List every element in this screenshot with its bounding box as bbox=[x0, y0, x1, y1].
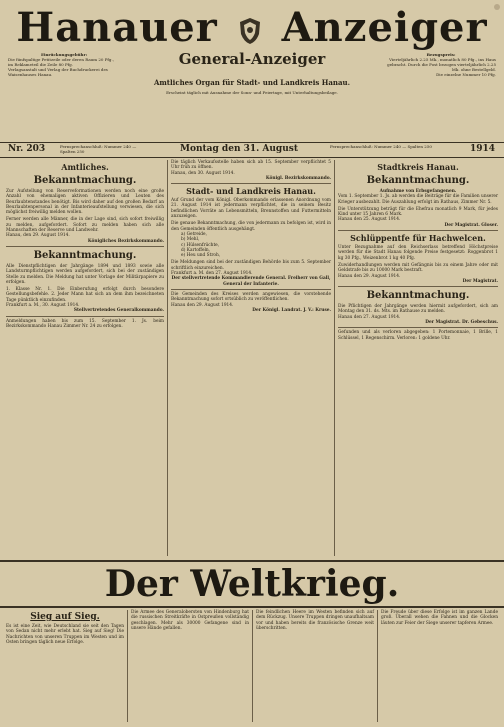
city-sign-1: Der Magistrat. Gloser. bbox=[444, 222, 498, 228]
subtitle: General-Anzeiger bbox=[178, 50, 326, 68]
city-text-1: Vom 1. September 1. Js. ab werden die Beiträge für die Familien unserer Krieger ausbezahlt. Die Auszahlung erfolgt im Rathaus, Zimmer Nr. 5. bbox=[338, 194, 498, 205]
title-right: Anzeiger bbox=[281, 4, 488, 51]
left-box-text: Die fünfspaltige Petitzeile oder deren Raum 20 Pfg., im Reklameteil die Zeile 80 Pfg. bbox=[8, 57, 114, 67]
column-rule bbox=[167, 160, 168, 556]
section-head-district: Stadt- und Landkreis Hanau. bbox=[186, 186, 316, 197]
right-box-title: Bezugspreis: bbox=[426, 52, 456, 57]
city-sign-2: Der Magistrat. bbox=[462, 278, 498, 284]
divider bbox=[6, 246, 164, 247]
right-box-text2: Die einzelne Nummer 10 Pfg. bbox=[436, 72, 496, 77]
article-text-2: Die Armee des Generalobersten von Hindenburg hat die russischen Streitkräfte in Ostpreußen vollständig geschlagen. Mehr als 30000 Gefangene sind in unsere Hände gefallen. bbox=[131, 610, 249, 631]
announcement-place-1: Hanau, den 29. August 1914. bbox=[6, 233, 70, 239]
column-rule bbox=[377, 610, 378, 722]
divider bbox=[171, 183, 331, 184]
section-head-city: Stadtkreis Hanau. bbox=[377, 162, 459, 172]
announcement-title-1: Bekanntmachung. bbox=[33, 175, 137, 186]
announcement-sign-1: Königliches Bezirkskommando. bbox=[87, 238, 164, 244]
intro-text: Die täglich Verkaufsstelle haben sich ab 15. September verpflichtet 5 Uhr früh zu öffnen. bbox=[171, 160, 331, 171]
coat-of-arms-icon bbox=[237, 16, 263, 46]
city-place-2: Hanau den 29. August 1914. bbox=[338, 273, 401, 279]
announcement-text-2: Ferner werden alle Männer, die in der Lage sind, sich sofort freiwillig zu melden, aufgefordert. Sofort zu melden haben sich alle Mannschaften der Reserve und Landwehr. bbox=[6, 217, 164, 234]
column-rule bbox=[334, 160, 335, 556]
title-left: Hanauer bbox=[16, 4, 218, 51]
official-organ: Amtliches Organ für Stadt- und Landkreis Hanau. bbox=[153, 78, 351, 87]
article-headline: Sieg auf Sieg. bbox=[30, 612, 100, 622]
district-list-item: b) Mehl, bbox=[181, 237, 200, 243]
lost-and-found: Gefunden und als verloren abgegeben: 1 Portemonnaie, 1 Brille, 1 Schlüssel, 1 Regenschirm. Verloren: 1 goldene Uhr. bbox=[338, 330, 498, 341]
column-rule bbox=[252, 610, 253, 722]
district-text-2: Die genaue Bekanntmachung, die von jedermann zu befolgen ist, wird in den Gemeinden öffentlich ausgehängt. bbox=[171, 221, 331, 232]
city-head-2: Schlüppentfe für Hachwelcen. bbox=[350, 233, 486, 244]
left-info-box bbox=[8, 52, 120, 77]
right-info-box bbox=[386, 52, 496, 77]
war-headline: Der Weltkrieg. bbox=[0, 560, 504, 608]
city-text-2: Die Unterstützung beträgt für die Ehefrau monatlich 9 Mark, für jedes Kind unter 15 Jahren 6 Mark. bbox=[338, 206, 498, 218]
article-text-4: Die Freude über diese Erfolge ist im ganzen Lande groß. Überall wehen die Fahnen und die Glocken läuten zur Feier der Siege unserer tapferen Armee. bbox=[381, 610, 498, 626]
right-box-text: Vierteljährlich 2.25 Mk., monatlich 80 Pfg., ins Haus gebracht. Durch die Post bezogen vierteljährlich 2.25 Mk. ohne Bestellgeld. bbox=[387, 57, 496, 72]
column-district bbox=[171, 160, 331, 313]
masthead bbox=[0, 0, 504, 80]
announcement-place-2: Frankfurt a. M., 30. August 1914. bbox=[6, 303, 80, 309]
intro-place: Hanau, den 30. August 1914. bbox=[171, 170, 235, 176]
announcement-text-1: Zur Aufstellung von Reserveformationen werden noch eine große Anzahl von ehemaligen aktiven Offizieren und Leuten des Beurlaubtenstandes benötigt. Bis wird daher auf den großen Bedarf an Beurlaubtenpersonal in der Infanterieaufstellung verwiesen, die sich möglichst freiwillig melden wollen. bbox=[6, 189, 164, 216]
article-column-3 bbox=[256, 610, 374, 631]
district-list-item: c) Hülsenfrüchte, bbox=[181, 242, 220, 248]
dateline bbox=[0, 142, 504, 158]
article-column-4 bbox=[381, 610, 498, 626]
section-head-official: Amtliches. bbox=[61, 162, 109, 172]
city-text-4: Zuwiderhandlungen werden mit Gefängnis bis zu einem Jahre oder mit Geldstrafe bis zu 10000 Mark bestraft. bbox=[338, 262, 498, 274]
city-text-5: Die Pflichtigen der Jahrgänge werden hiermit aufgefordert, sich am Montag den 31. ds. Mts. im Rathause zu melden. bbox=[338, 304, 498, 315]
article-column-1 bbox=[6, 610, 124, 645]
intro-sign: Königl. Bezirkskommando. bbox=[265, 175, 331, 181]
announcement-sign-2: Stellvertretendes Generalkommando. bbox=[73, 308, 164, 314]
divider bbox=[171, 289, 331, 290]
article-text-3: Die feindlichen Heere im Westen befinden sich auf dem Rückzug. Unsere Truppen dringen unaufhaltsam vor und haben bereits die französische Grenze weit überschritten. bbox=[256, 610, 374, 631]
divider bbox=[338, 286, 498, 287]
announcement-text-3: Alle Dienstpflichtigen der Jahrgänge 1894 und 1893 sowie alle Landsturmpflichtigen werden aufgefordert, sich bei der zuständigen Stelle zu melden. Die Meldung hat unter Vorlage der Militärpapiere zu erfolgen. bbox=[6, 263, 164, 285]
column-rule bbox=[127, 610, 128, 722]
district-sign-2: Der Königl. Landrat. J. V.: Kruse. bbox=[252, 307, 331, 313]
divider bbox=[338, 230, 498, 231]
city-text-3: Unter Bezugnahme auf den Reichserlass betreffend Höchstpreise werden für die Stadt Hanau folgende Preise festgesetzt: Roggenbrot 1 kg 30 Pfg., Weizenbrot 1 kg 40 Pfg. bbox=[338, 245, 498, 261]
article-text-1: Es ist eine Zeit, wie Deutschland sie seit den Tagen von Sedan nicht mehr erlebt hat. Sieg auf Sieg! Die Nachrichten von unseren Truppen im Westen und im Osten bringen täglich neue Erfolge. bbox=[6, 624, 124, 645]
column-official bbox=[6, 160, 164, 329]
district-text-3: Die Meldungen sind bei der zuständigen Behörde bis zum 5. September schriftlich einzureichen. bbox=[171, 260, 331, 271]
divider bbox=[338, 327, 498, 328]
newspaper-title bbox=[0, 4, 504, 51]
district-place: Frankfurt a. M. den 27. August 1914. bbox=[171, 271, 253, 277]
city-announcement-title-1: Bekanntmachung. bbox=[366, 175, 470, 186]
announcement-text-4: 1. Klasse Nr. 1. Die Einberufung erfolgt durch besondere Gestellungsbefehle. 2. Jeder Mann hat sich an dem ihm bezeichneten Tage pünktlich einzufinden. bbox=[6, 287, 164, 303]
district-list-item: d) Kartoffeln, bbox=[181, 247, 211, 253]
appearance-note: Erscheint täglich mit Ausnahme der Sonn- und Feiertage, mit Unterhaltungsbeilage. bbox=[166, 90, 338, 95]
district-place-2: Hanau den 29. August 1914. bbox=[171, 302, 234, 308]
city-sign-3: Der Magistrat. Dr. Gebeschus. bbox=[425, 320, 498, 326]
district-text-4: Die Gemeinden des Kreises werden angewiesen, die vorstehende Bekanntmachung sofort ortsüblich zu veröffentlichen. bbox=[171, 291, 331, 303]
left-box-title: Einrückungsgebühr: bbox=[40, 52, 88, 57]
district-list-item: e) Heu und Stroh, bbox=[181, 253, 221, 259]
issue-year: 1914 bbox=[470, 144, 496, 154]
city-place-1: Hanau den 25. August 1914. bbox=[338, 217, 401, 223]
city-subhead-1: Aufnahme von Erbsgefangenen. bbox=[379, 189, 457, 194]
phone-left: Fernsprechanschluß: Nummer 240 — Spalten 250 bbox=[60, 144, 137, 154]
issue-date: Montag den 31. August bbox=[180, 144, 298, 154]
city-announcement-title-2: Bekanntmachung. bbox=[366, 290, 470, 302]
divider bbox=[6, 316, 164, 317]
phone-right: Fernsprechanschluß: Nummer 240 — Spalten 250 bbox=[330, 144, 432, 149]
district-sign: Der stellvertretende Kommandierende General. Freiherr von Gall, General der Infanterie. bbox=[171, 276, 331, 287]
district-list-item: a) Getreide, bbox=[181, 231, 207, 237]
district-text-1: Auf Grund der vom Königl. Oberkommando erlassenen Anordnung vom 21. August 1914 ist jedermann verpflichtet, die in seinem Besitz befindlichen Vorräte an Lebensmitteln, Brennstoffen und Futtermitteln anzuzeigen. bbox=[171, 198, 331, 220]
announcement-title-2: Bekanntmachung. bbox=[33, 249, 137, 261]
registration-note: Anmeldungen haben bis zum 15. September 1. Js. beim Bezirkskommando Hanau Zimmer Nr. 24 zu erfolgen. bbox=[6, 318, 164, 329]
issue-number: Nr. 203 bbox=[8, 144, 46, 154]
article-column-2 bbox=[131, 610, 249, 631]
city-place-3: Hanau den 27. August 1914. bbox=[338, 314, 401, 320]
left-box-text2: Verlagsanstalt und Verlag der Buchdruckerei des Waisenhauses Hanau. bbox=[8, 67, 108, 77]
column-city bbox=[338, 160, 498, 341]
